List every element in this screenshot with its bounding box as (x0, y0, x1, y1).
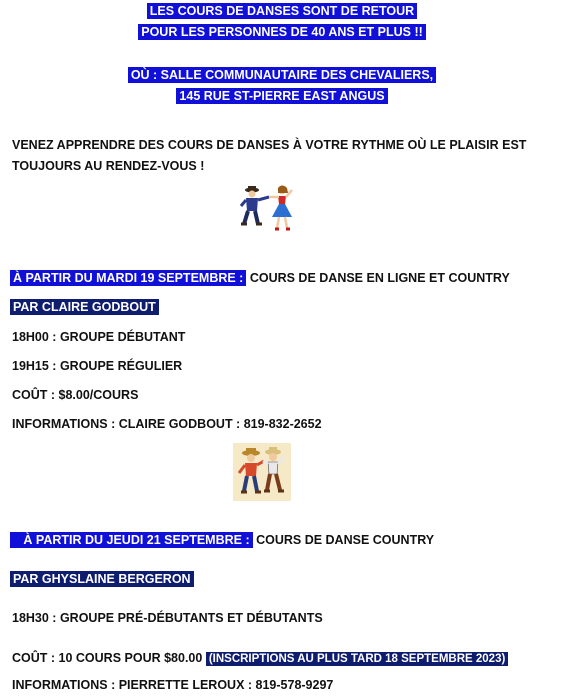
tuesday-group-beginner: 18H00 : GROUPE DÉBUTANT (12, 330, 186, 344)
intro-line-2: TOUJOURS AU RENDEZ-VOUS ! (12, 159, 205, 173)
country-dancers-icon (233, 443, 291, 501)
tuesday-info: INFORMATIONS : CLAIRE GODBOUT : 819-832-2652 (12, 417, 322, 431)
thursday-info: INFORMATIONS : PIERRETTE LEROUX : 819-578-9297 (12, 678, 334, 692)
thursday-group: 18H30 : GROUPE PRÉ-DÉBUTANTS ET DÉBUTANTS (12, 611, 323, 625)
thursday-cost-line (12, 651, 508, 665)
thursday-heading (10, 533, 434, 547)
thursday-teacher: PAR GHYSLAINE BERGERON (10, 572, 194, 586)
location-line-1: OÙ : SALLE COMMUNAUTAIRE DES CHEVALIERS, (0, 68, 564, 82)
intro-line-1: VENEZ APPRENDRE DES COURS DE DANSES À VOTRE RYTHME OÙ LE PLAISIR EST (12, 138, 527, 152)
tuesday-teacher: PAR CLAIRE GODBOUT (10, 300, 159, 314)
dancing-couple-icon (236, 184, 298, 234)
tuesday-date: À PARTIR DU MARDI 19 SEPTEMBRE : (10, 270, 246, 286)
tuesday-course: COURS DE DANSE EN LIGNE ET COUNTRY (246, 271, 510, 285)
thursday-course: COURS DE DANSE COUNTRY (252, 533, 435, 547)
thursday-date: À PARTIR DU JEUDI 21 SEPTEMBRE : (10, 532, 253, 548)
header-line-1: LES COURS DE DANSES SONT DE RETOUR (0, 4, 564, 18)
tuesday-group-regular: 19H15 : GROUPE RÉGULIER (12, 359, 183, 373)
header-line-2: POUR LES PERSONNES DE 40 ANS ET PLUS !! (0, 25, 564, 39)
location-line-2: 145 RUE ST-PIERRE EAST ANGUS (0, 89, 564, 103)
thursday-cost: COÛT : 10 COURS POUR $80.00 (12, 651, 206, 665)
tuesday-cost: COÛT : $8.00/COURS (12, 388, 139, 402)
tuesday-heading (10, 271, 510, 285)
thursday-deadline: (INSCRIPTIONS AU PLUS TARD 18 SEPTEMBRE 2023) (206, 652, 509, 666)
